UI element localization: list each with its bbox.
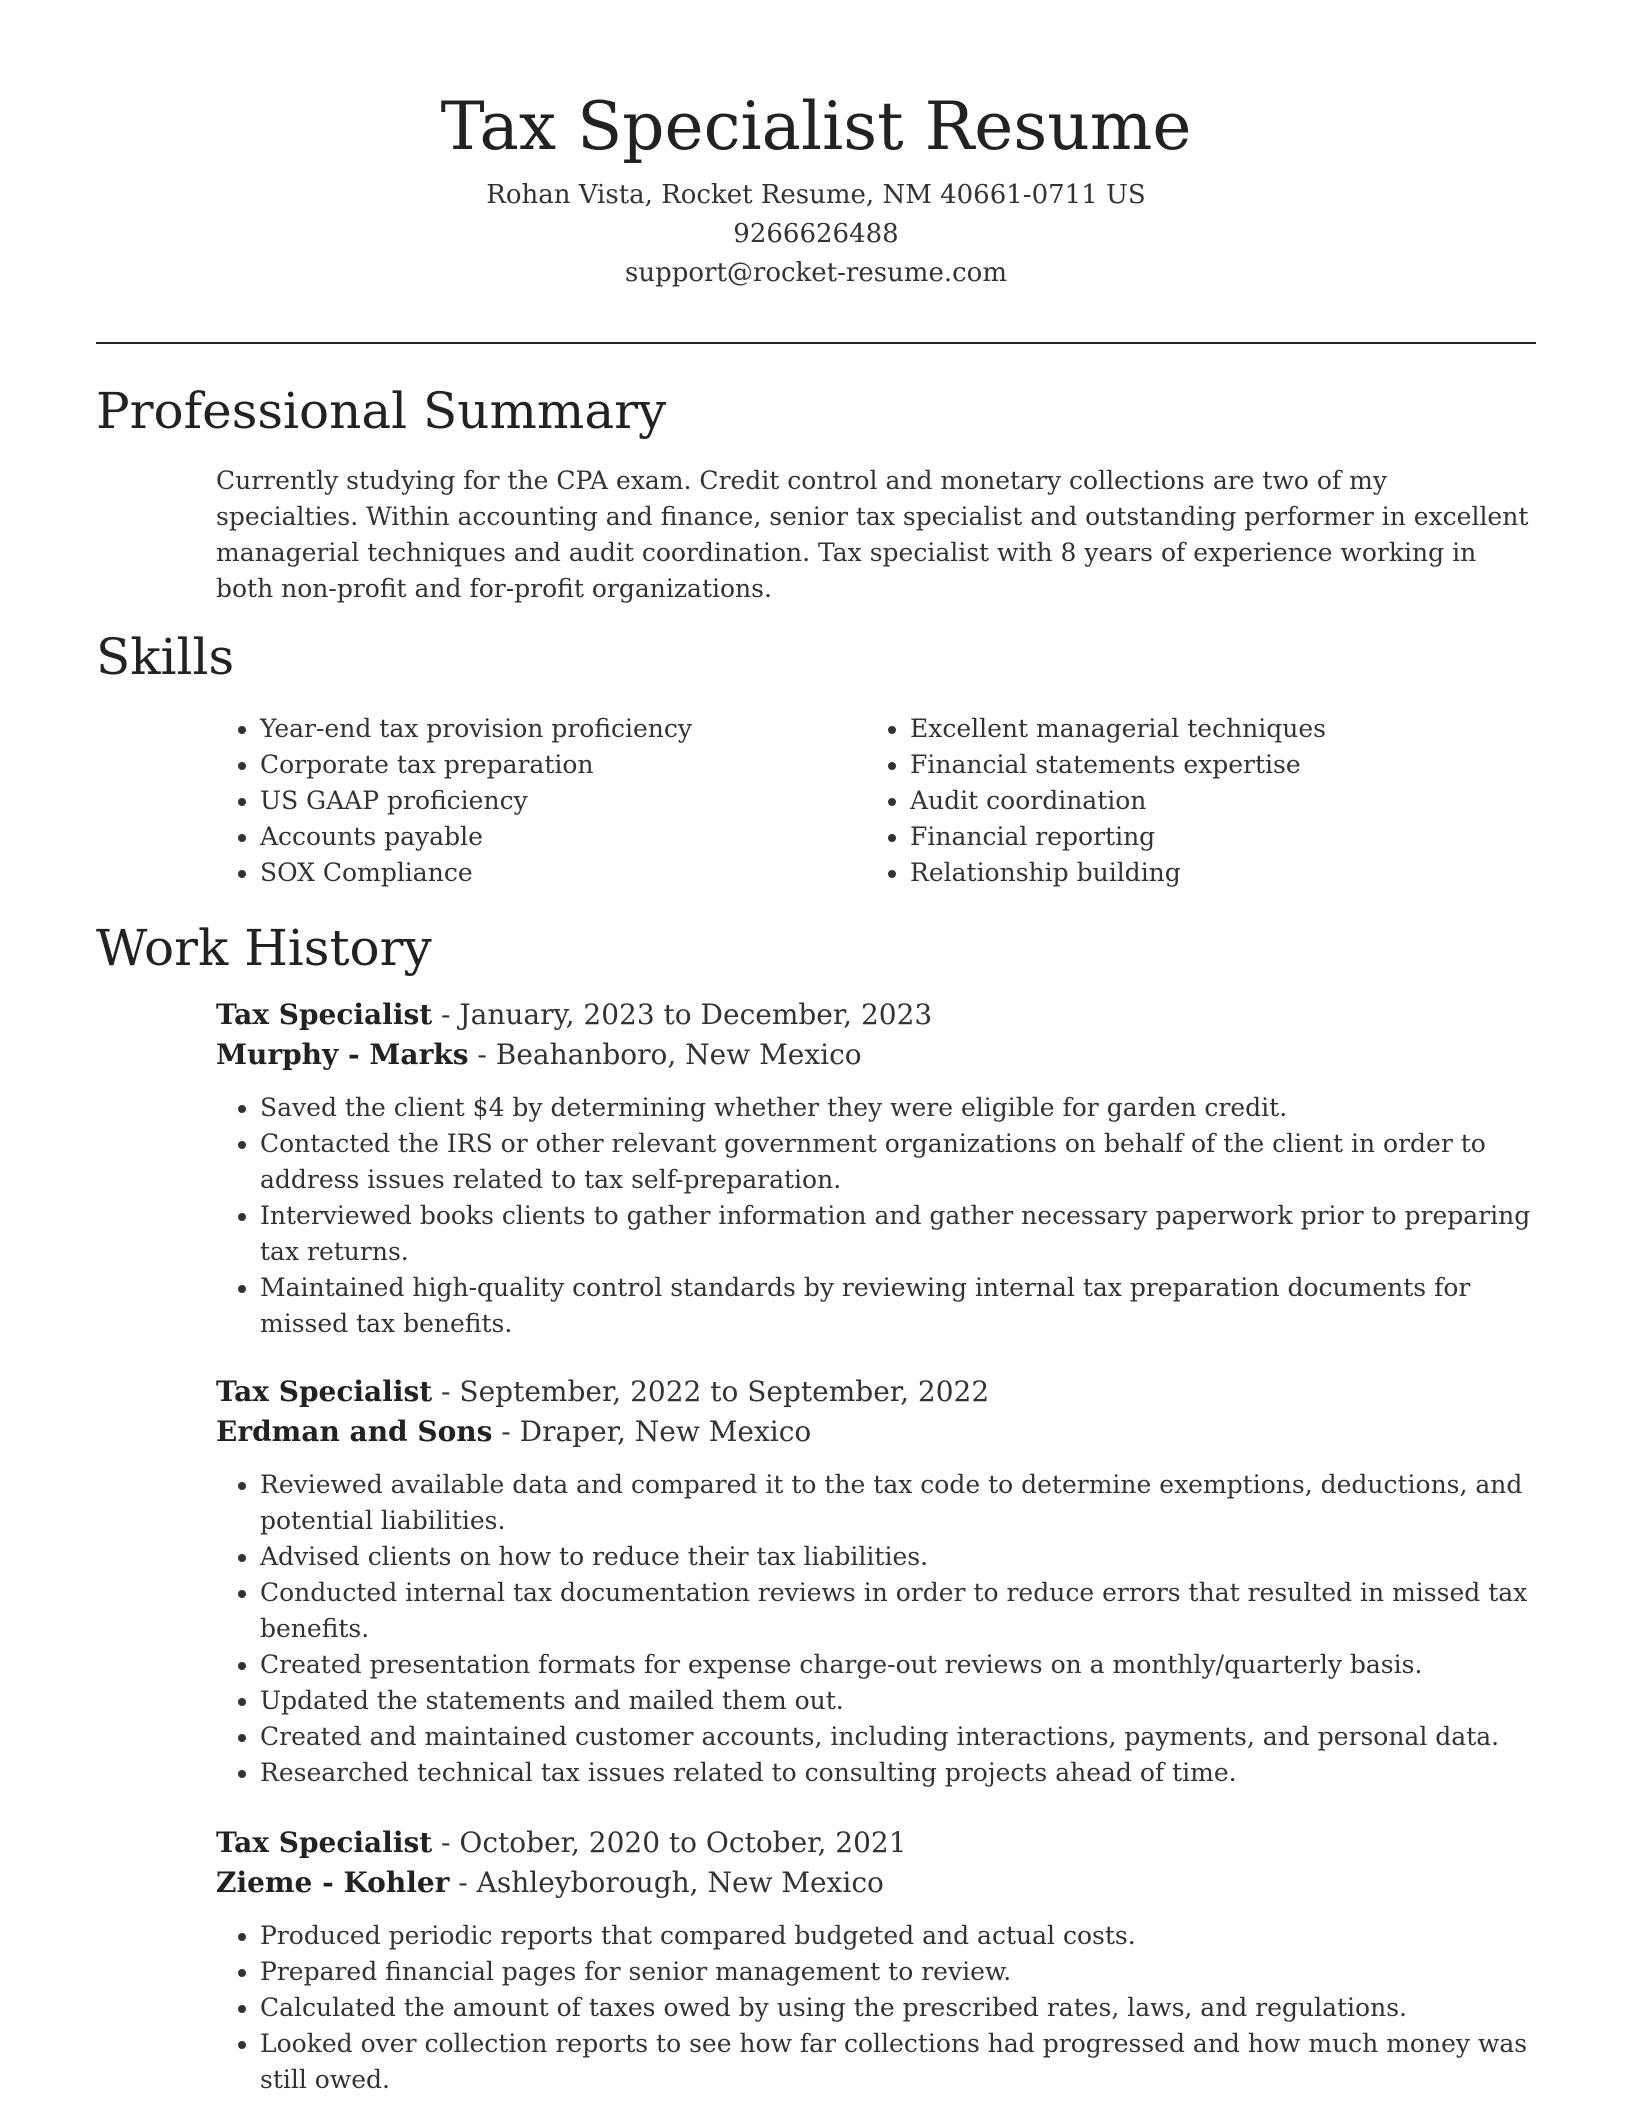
summary-text: Currently studying for the CPA exam. Credit control and monetary collections are two of my specialties. Within accounting and finance, senior tax specialist and outstanding performer in excellent managerial techniques and audit coordination. Tax specialist with 8 years of experience working in both non-profit and for-profit organizations.	[216, 466, 1529, 603]
job-bullet: • Contacted the IRS or other relevant government organizations on behalf of the client in order to address issues related to tax self-preparation.	[260, 1126, 1536, 1198]
job-dates: - October, 2020 to October, 2021	[432, 1826, 907, 1859]
header-divider	[96, 342, 1536, 344]
job-bullet: • Researched technical tax issues related to consulting projects ahead of time.	[260, 1755, 1536, 1791]
skills-list-right	[866, 711, 1510, 891]
job-title-line	[216, 1823, 1536, 1863]
resume-header	[96, 82, 1536, 293]
contact-phone: 9266626488	[733, 219, 899, 249]
job-bullet: • Calculated the amount of taxes owed by using the prescribed rates, laws, and regulations.	[260, 1990, 1536, 2026]
job-company-line	[216, 1412, 1536, 1452]
contact-address: Rohan Vista, Rocket Resume, NM 40661-0711 US	[486, 180, 1146, 210]
job-dates: - September, 2022 to September, 2022	[432, 1375, 990, 1408]
job-bullet: • Maintained high-quality control standards by reviewing internal tax preparation documents for missed tax benefits.	[260, 1270, 1536, 1342]
skills-heading: Skills	[96, 628, 235, 686]
job-location: - Beahanboro, New Mexico	[468, 1038, 862, 1071]
skill-item: • Financial reporting	[910, 819, 1510, 855]
job-location: - Ashleyborough, New Mexico	[449, 1866, 884, 1899]
job-bullet: • Created presentation formats for expense charge-out reviews on a monthly/quarterly basis.	[260, 1647, 1536, 1683]
job-bullet: • Created and maintained customer accounts, including interactions, payments, and personal data.	[260, 1719, 1536, 1755]
job-bullet: • Saved the client $4 by determining whether they were eligible for garden credit.	[260, 1090, 1536, 1126]
contact-info	[96, 176, 1536, 293]
skills-list-left	[216, 711, 860, 891]
job-title: Tax Specialist	[216, 1375, 433, 1408]
contact-email: support@rocket-resume.com	[624, 258, 1007, 288]
job-bullet: • Conducted internal tax documentation reviews in order to reduce errors that resulted in missed tax benefits.	[260, 1575, 1536, 1647]
skill-item: • Excellent managerial techniques	[910, 711, 1510, 747]
job-company-line	[216, 1035, 1536, 1075]
job-bullet: • Produced periodic reports that compared budgeted and actual costs.	[260, 1918, 1536, 1954]
job-title: Tax Specialist	[216, 998, 433, 1031]
skill-item: • Corporate tax preparation	[260, 747, 860, 783]
job-bullet: • Updated the statements and mailed them out.	[260, 1683, 1536, 1719]
job-company: Murphy - Marks	[216, 1038, 469, 1071]
job-title: Tax Specialist	[216, 1826, 433, 1859]
skill-item: • Accounts payable	[260, 819, 860, 855]
skill-item: • US GAAP proficiency	[260, 783, 860, 819]
job-bullet: • Interviewed books clients to gather information and gather necessary paperwork prior to preparing tax returns.	[260, 1198, 1536, 1270]
skill-item: • Year-end tax provision proficiency	[260, 711, 860, 747]
job-title-line	[216, 995, 1536, 1035]
skill-item: • Financial statements expertise	[910, 747, 1510, 783]
skill-item: • Audit coordination	[910, 783, 1510, 819]
job-company: Zieme - Kohler	[216, 1866, 450, 1899]
skill-item: • Relationship building	[910, 855, 1510, 891]
job-location: - Draper, New Mexico	[492, 1415, 812, 1448]
job-dates: - January, 2023 to December, 2023	[432, 998, 933, 1031]
job-bullet: • Advised clients on how to reduce their tax liabilities.	[260, 1539, 1536, 1575]
job-bullets	[216, 1918, 1536, 2098]
job-bullets	[216, 1467, 1536, 1791]
job-bullet: • Reviewed available data and compared it to the tax code to determine exemptions, deductions, and potential liabilities.	[260, 1467, 1536, 1539]
job-company-line	[216, 1863, 1536, 1903]
job-title-line	[216, 1372, 1536, 1412]
summary-heading: Professional Summary	[96, 382, 667, 440]
job-company: Erdman and Sons	[216, 1415, 493, 1448]
job-bullet: • Prepared financial pages for senior management to review.	[260, 1954, 1536, 1990]
skill-item: • SOX Compliance	[260, 855, 860, 891]
job-bullet: • Looked over collection reports to see how far collections had progressed and how much money was still owed.	[260, 2026, 1536, 2098]
job-bullets	[216, 1090, 1536, 1342]
work-heading: Work History	[96, 919, 432, 977]
resume-title: Tax Specialist Resume	[440, 88, 1192, 165]
